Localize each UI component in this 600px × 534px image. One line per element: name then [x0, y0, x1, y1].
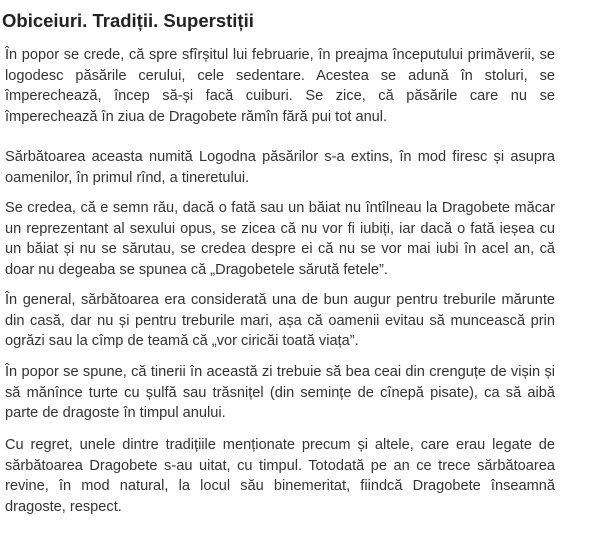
- paragraph-forgotten-traditions: Cu regret, unele dintre tradițiile menționate precum și altele, care erau legate de sărbătoarea Dragobete s-au uitat, cu timpul. Totodată pe an ce trece sărbătoarea revine, în mod natural, la locul său binemeritat, fiindcă Dragobete înseamnă dragoste, respect.: [5, 437, 555, 515]
- paragraph-good-augur: În general, sărbătoarea era considerată una de bun augur pentru treburile mărunte din casă, dar nu și pentru treburile mari, așa că oamenii evitau să muncească prin ogrăzi sau la cîmp de teamă că „vor ciricăi toată viața”.: [5, 292, 555, 349]
- article-title: Obiceiuri. Tradiții. Superstiții: [2, 10, 254, 31]
- paragraph-bird-engagement: În popor se crede, că spre sfîrșitul lui februarie, în preajma începutului primăverii, se logodesc păsările cerului, cele sedentare. Acestea se adună în stoluri, se împerechează, încep să-și facă cuiburi. Se zice, că păsările care nu se împerechează în ziua de Dragobete rămîn fără pui tot anul.: [5, 47, 555, 125]
- paragraph-bad-omen: Se credea, că e semn rău, dacă o fată sau un băiat nu întîlneau la Dragobete măcar un reprezentant al sexului opus, se zicea că nu vor fi iubiți, iar dacă o fată ieșea cu un băiat și nu se sărutau, se credea despre ei că nu se vor mai iubi în acel an, că doar nu degeaba se spunea că „Dragobetele sărută fetele”.: [5, 200, 555, 278]
- paragraph-celebration-extended: Sărbătoarea aceasta numită Logodna păsărilor s-a extins, în mod firesc și asupra oamenilor, în primul rînd, a tineretului.: [5, 149, 555, 186]
- paragraph-cherry-tea: În popor se spune, că tinerii în această zi trebuie să bea ceai din crenguțe de vișin și să mănînce turte cu șulfă sau trăsnițel (din semințe de cînepă pisate), ca să aibă parte de dragoste în timpul anului.: [5, 364, 555, 421]
